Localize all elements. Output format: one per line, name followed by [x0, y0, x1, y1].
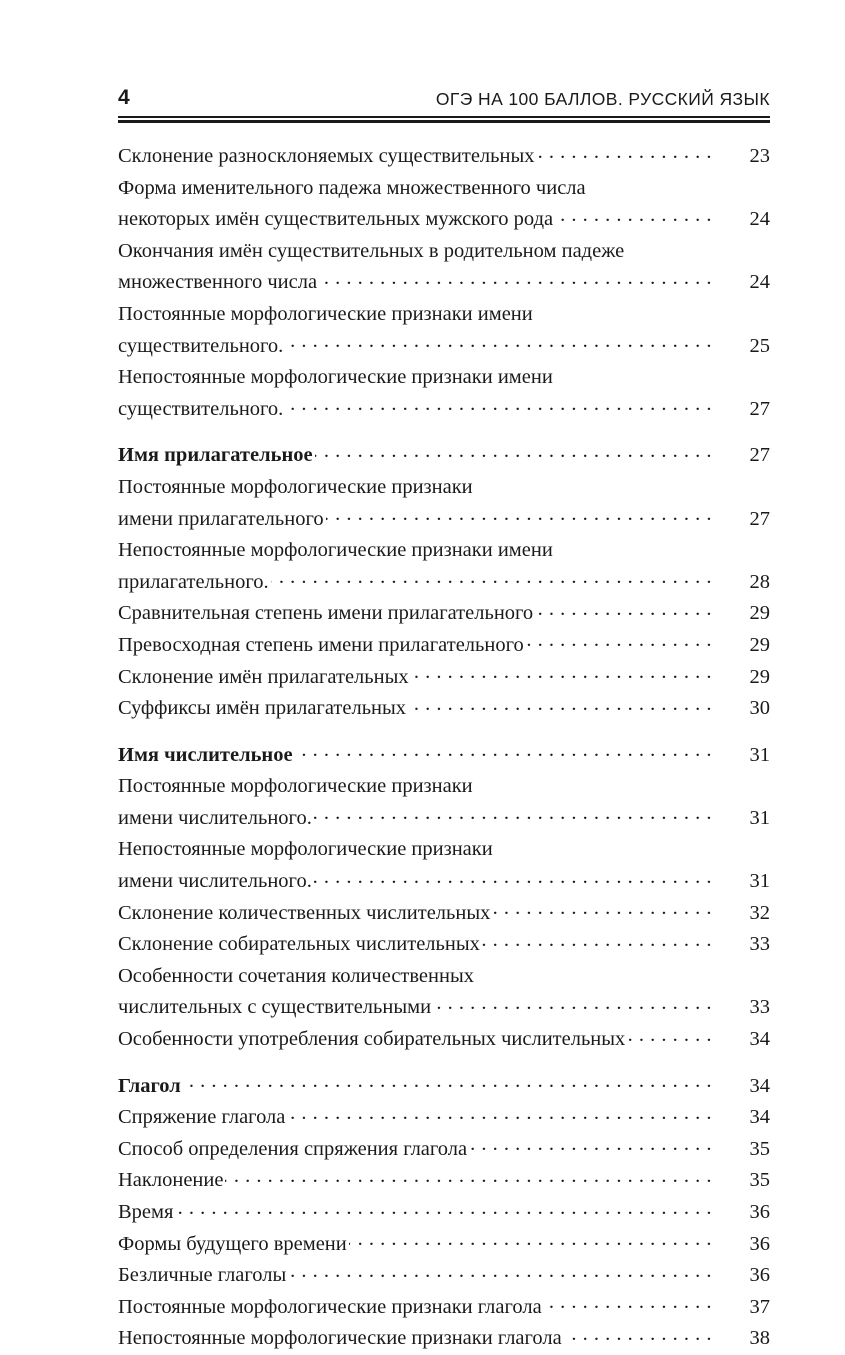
toc-entry-page-number: 31 — [749, 870, 770, 893]
toc-leader-dots — [315, 441, 712, 462]
toc-entry[interactable] — [118, 1024, 770, 1056]
toc-leader-dots — [175, 1198, 712, 1219]
toc-entry[interactable] — [118, 1197, 770, 1229]
toc-entry[interactable] — [118, 204, 770, 236]
toc-entry[interactable] — [118, 630, 770, 662]
toc-entry-page-number: 29 — [749, 665, 770, 688]
toc-entry-title: Наклонение — [118, 1169, 224, 1192]
book-title: ОГЭ НА 100 БАЛЛОВ. РУССКИЙ ЯЗЫК — [435, 88, 770, 109]
toc-entry[interactable] — [118, 141, 770, 173]
toc-entry-page-number: 31 — [749, 743, 770, 766]
toc-entry-title: Превосходная степень имени прилагательного — [118, 633, 524, 656]
toc-entry-page-number: 36 — [749, 1201, 770, 1223]
toc-entry-title: Непостоянные морфологические признаки имени — [118, 539, 553, 562]
toc-entry[interactable] — [118, 362, 770, 394]
toc-entry[interactable] — [118, 236, 770, 268]
toc-leader-dots — [492, 898, 712, 919]
toc-leader-dots — [564, 1324, 712, 1345]
toc-entry[interactable] — [118, 173, 770, 205]
table-of-contents — [118, 141, 770, 1355]
toc-leader-dots — [271, 567, 712, 588]
toc-entry-title: Постоянные морфологические признаки — [118, 475, 473, 498]
toc-entry[interactable] — [118, 567, 770, 599]
toc-entry-page-number: 35 — [749, 1169, 770, 1192]
toc-leader-dots — [535, 599, 712, 620]
toc-leader-dots — [555, 536, 712, 557]
toc-entry[interactable] — [118, 803, 770, 835]
toc-entry[interactable] — [118, 1229, 770, 1261]
toc-entry-title: некоторых имён существительных мужского рода — [118, 208, 554, 231]
toc-entry-title: существительного. — [118, 397, 284, 420]
toc-entry-title: Способ определения спряжения глагола — [118, 1137, 468, 1160]
toc-leader-dots — [287, 1103, 712, 1124]
toc-entry-title: Окончания имён существительных в родительном падеже — [118, 239, 625, 262]
toc-entry-page-number: 34 — [749, 1028, 770, 1051]
toc-entry-page-number: 37 — [749, 1295, 770, 1318]
toc-entry-title: множественного числа — [118, 271, 318, 294]
toc-section-heading[interactable] — [118, 740, 770, 772]
toc-entry[interactable] — [118, 299, 770, 331]
toc-entry-page-number: 27 — [749, 397, 770, 420]
toc-leader-dots — [285, 394, 712, 415]
toc-entry-title: Имя числительное — [118, 743, 293, 766]
toc-entry-title: имени числительного. — [118, 870, 312, 893]
header-divider-rule — [118, 116, 770, 123]
toc-leader-dots — [183, 1071, 712, 1092]
toc-entry-title: Склонение количественных числительных — [118, 901, 491, 924]
toc-entry-page-number: 29 — [749, 633, 770, 656]
toc-entry-title: Непостоянные морфологические признаки глагола — [118, 1327, 562, 1350]
toc-entry-page-number: 36 — [749, 1264, 770, 1287]
toc-entry-page-number: 25 — [749, 334, 770, 357]
toc-entry-page-number: 27 — [749, 507, 770, 530]
toc-leader-dots — [326, 504, 712, 525]
toc-entry[interactable] — [118, 662, 770, 694]
toc-entry-page-number: 33 — [749, 933, 770, 956]
toc-entry-title: Спряжение глагола — [118, 1106, 286, 1129]
toc-entry-page-number: 24 — [749, 271, 770, 294]
toc-entry-page-number: 35 — [749, 1137, 770, 1160]
toc-entry[interactable] — [118, 961, 770, 993]
toc-leader-dots — [555, 363, 712, 384]
toc-entry-page-number: 38 — [749, 1327, 770, 1350]
toc-entry[interactable] — [118, 331, 770, 363]
toc-entry-title: Постоянные морфологические признаки — [118, 775, 473, 798]
toc-leader-dots — [475, 772, 712, 793]
toc-leader-dots — [627, 1025, 712, 1046]
toc-entry-page-number: 29 — [749, 602, 770, 625]
toc-entry-page-number: 28 — [749, 570, 770, 593]
toc-entry-title: Склонение собирательных числительных — [118, 933, 480, 956]
toc-entry-title: Постоянные морфологические признаки глагола — [118, 1295, 542, 1318]
toc-entry-title: Форма именительного падежа множественного числа — [118, 176, 586, 199]
toc-entry-title: Особенности употребления собирательных числительных — [118, 1028, 626, 1051]
toc-entry-title: Имя прилагательное — [118, 444, 313, 467]
toc-leader-dots — [349, 1229, 712, 1250]
toc-entry-title: Склонение имён прилагательных — [118, 665, 409, 688]
toc-entry[interactable] — [118, 866, 770, 898]
toc-entry-page-number: 24 — [749, 208, 770, 231]
toc-entry-page-number: 23 — [749, 145, 770, 167]
toc-entry-title: Постоянные морфологические признаки имени — [118, 302, 533, 325]
toc-leader-dots — [469, 1134, 712, 1155]
toc-leader-dots — [537, 142, 713, 163]
toc-entry-page-number: 30 — [749, 697, 770, 720]
toc-section-heading[interactable] — [118, 440, 770, 472]
toc-entry-title: Глагол — [118, 1074, 181, 1097]
toc-entry-title: Склонение разносклоняемых существительных — [118, 145, 535, 167]
toc-entry[interactable] — [118, 1102, 770, 1134]
toc-leader-dots — [295, 740, 712, 761]
toc-entry[interactable] — [118, 535, 770, 567]
toc-entry[interactable] — [118, 394, 770, 426]
toc-entry-title: числительных с существительными — [118, 996, 432, 1019]
toc-entry[interactable] — [118, 598, 770, 630]
toc-entry-page-number: 32 — [749, 901, 770, 924]
toc-entry[interactable] — [118, 693, 770, 725]
toc-entry[interactable] — [118, 898, 770, 930]
toc-entry-page-number: 36 — [749, 1232, 770, 1255]
toc-leader-dots — [535, 299, 712, 320]
toc-entry-page-number: 31 — [749, 806, 770, 829]
toc-entry-title: Формы будущего времени — [118, 1232, 347, 1255]
divider-line-lower — [118, 120, 770, 123]
running-head — [118, 82, 770, 108]
toc-leader-dots — [475, 472, 712, 493]
toc-leader-dots — [626, 236, 712, 257]
toc-entry-title: Безличные глаголы — [118, 1264, 287, 1287]
toc-leader-dots — [314, 803, 712, 824]
toc-section-heading[interactable] — [118, 1071, 770, 1103]
toc-entry-title: Особенности сочетания количественных — [118, 964, 474, 987]
toc-entry[interactable] — [118, 1260, 770, 1292]
toc-entry[interactable] — [118, 1292, 770, 1324]
toc-entry-title: Время — [118, 1201, 174, 1223]
toc-entry[interactable] — [118, 771, 770, 803]
toc-entry[interactable] — [118, 1323, 770, 1355]
toc-entry-page-number: 27 — [749, 444, 770, 467]
toc-leader-dots — [285, 331, 712, 352]
toc-entry-title: Суффиксы имён прилагательных — [118, 697, 407, 720]
toc-entry-page-number: 34 — [749, 1106, 770, 1129]
toc-entry[interactable] — [118, 504, 770, 536]
toc-leader-dots — [495, 835, 712, 856]
toc-entry-title: Непостоянные морфологические признаки имени — [118, 366, 553, 389]
toc-entry-page-number: 34 — [749, 1074, 770, 1097]
toc-entry-title: имени прилагательного — [118, 507, 324, 530]
toc-leader-dots — [288, 1261, 712, 1282]
toc-leader-dots — [319, 268, 712, 289]
toc-entry-title: существительного. — [118, 334, 284, 357]
toc-entry[interactable] — [118, 1134, 770, 1166]
toc-leader-dots — [314, 867, 712, 888]
toc-leader-dots — [476, 961, 712, 982]
toc-leader-dots — [433, 993, 712, 1014]
toc-entry[interactable] — [118, 267, 770, 299]
toc-entry[interactable] — [118, 1165, 770, 1197]
toc-leader-dots — [555, 205, 712, 226]
toc-entry[interactable] — [118, 472, 770, 504]
toc-entry-page-number: 33 — [749, 996, 770, 1019]
toc-leader-dots — [408, 694, 712, 715]
page-number-folio: 4 — [118, 86, 130, 109]
toc-leader-dots — [588, 173, 712, 194]
toc-entry[interactable] — [118, 929, 770, 961]
toc-leader-dots — [225, 1166, 712, 1187]
toc-entry-title: Непостоянные морфологические признаки — [118, 838, 493, 861]
toc-entry[interactable] — [118, 992, 770, 1024]
toc-entry-title: прилагательного. — [118, 570, 269, 593]
toc-entry-title: имени числительного. — [118, 806, 312, 829]
toc-leader-dots — [482, 930, 712, 951]
toc-leader-dots — [544, 1292, 712, 1313]
toc-entry[interactable] — [118, 834, 770, 866]
toc-leader-dots — [526, 630, 712, 651]
toc-leader-dots — [411, 662, 712, 683]
toc-entry-title: Сравнительная степень имени прилагательного — [118, 602, 534, 625]
